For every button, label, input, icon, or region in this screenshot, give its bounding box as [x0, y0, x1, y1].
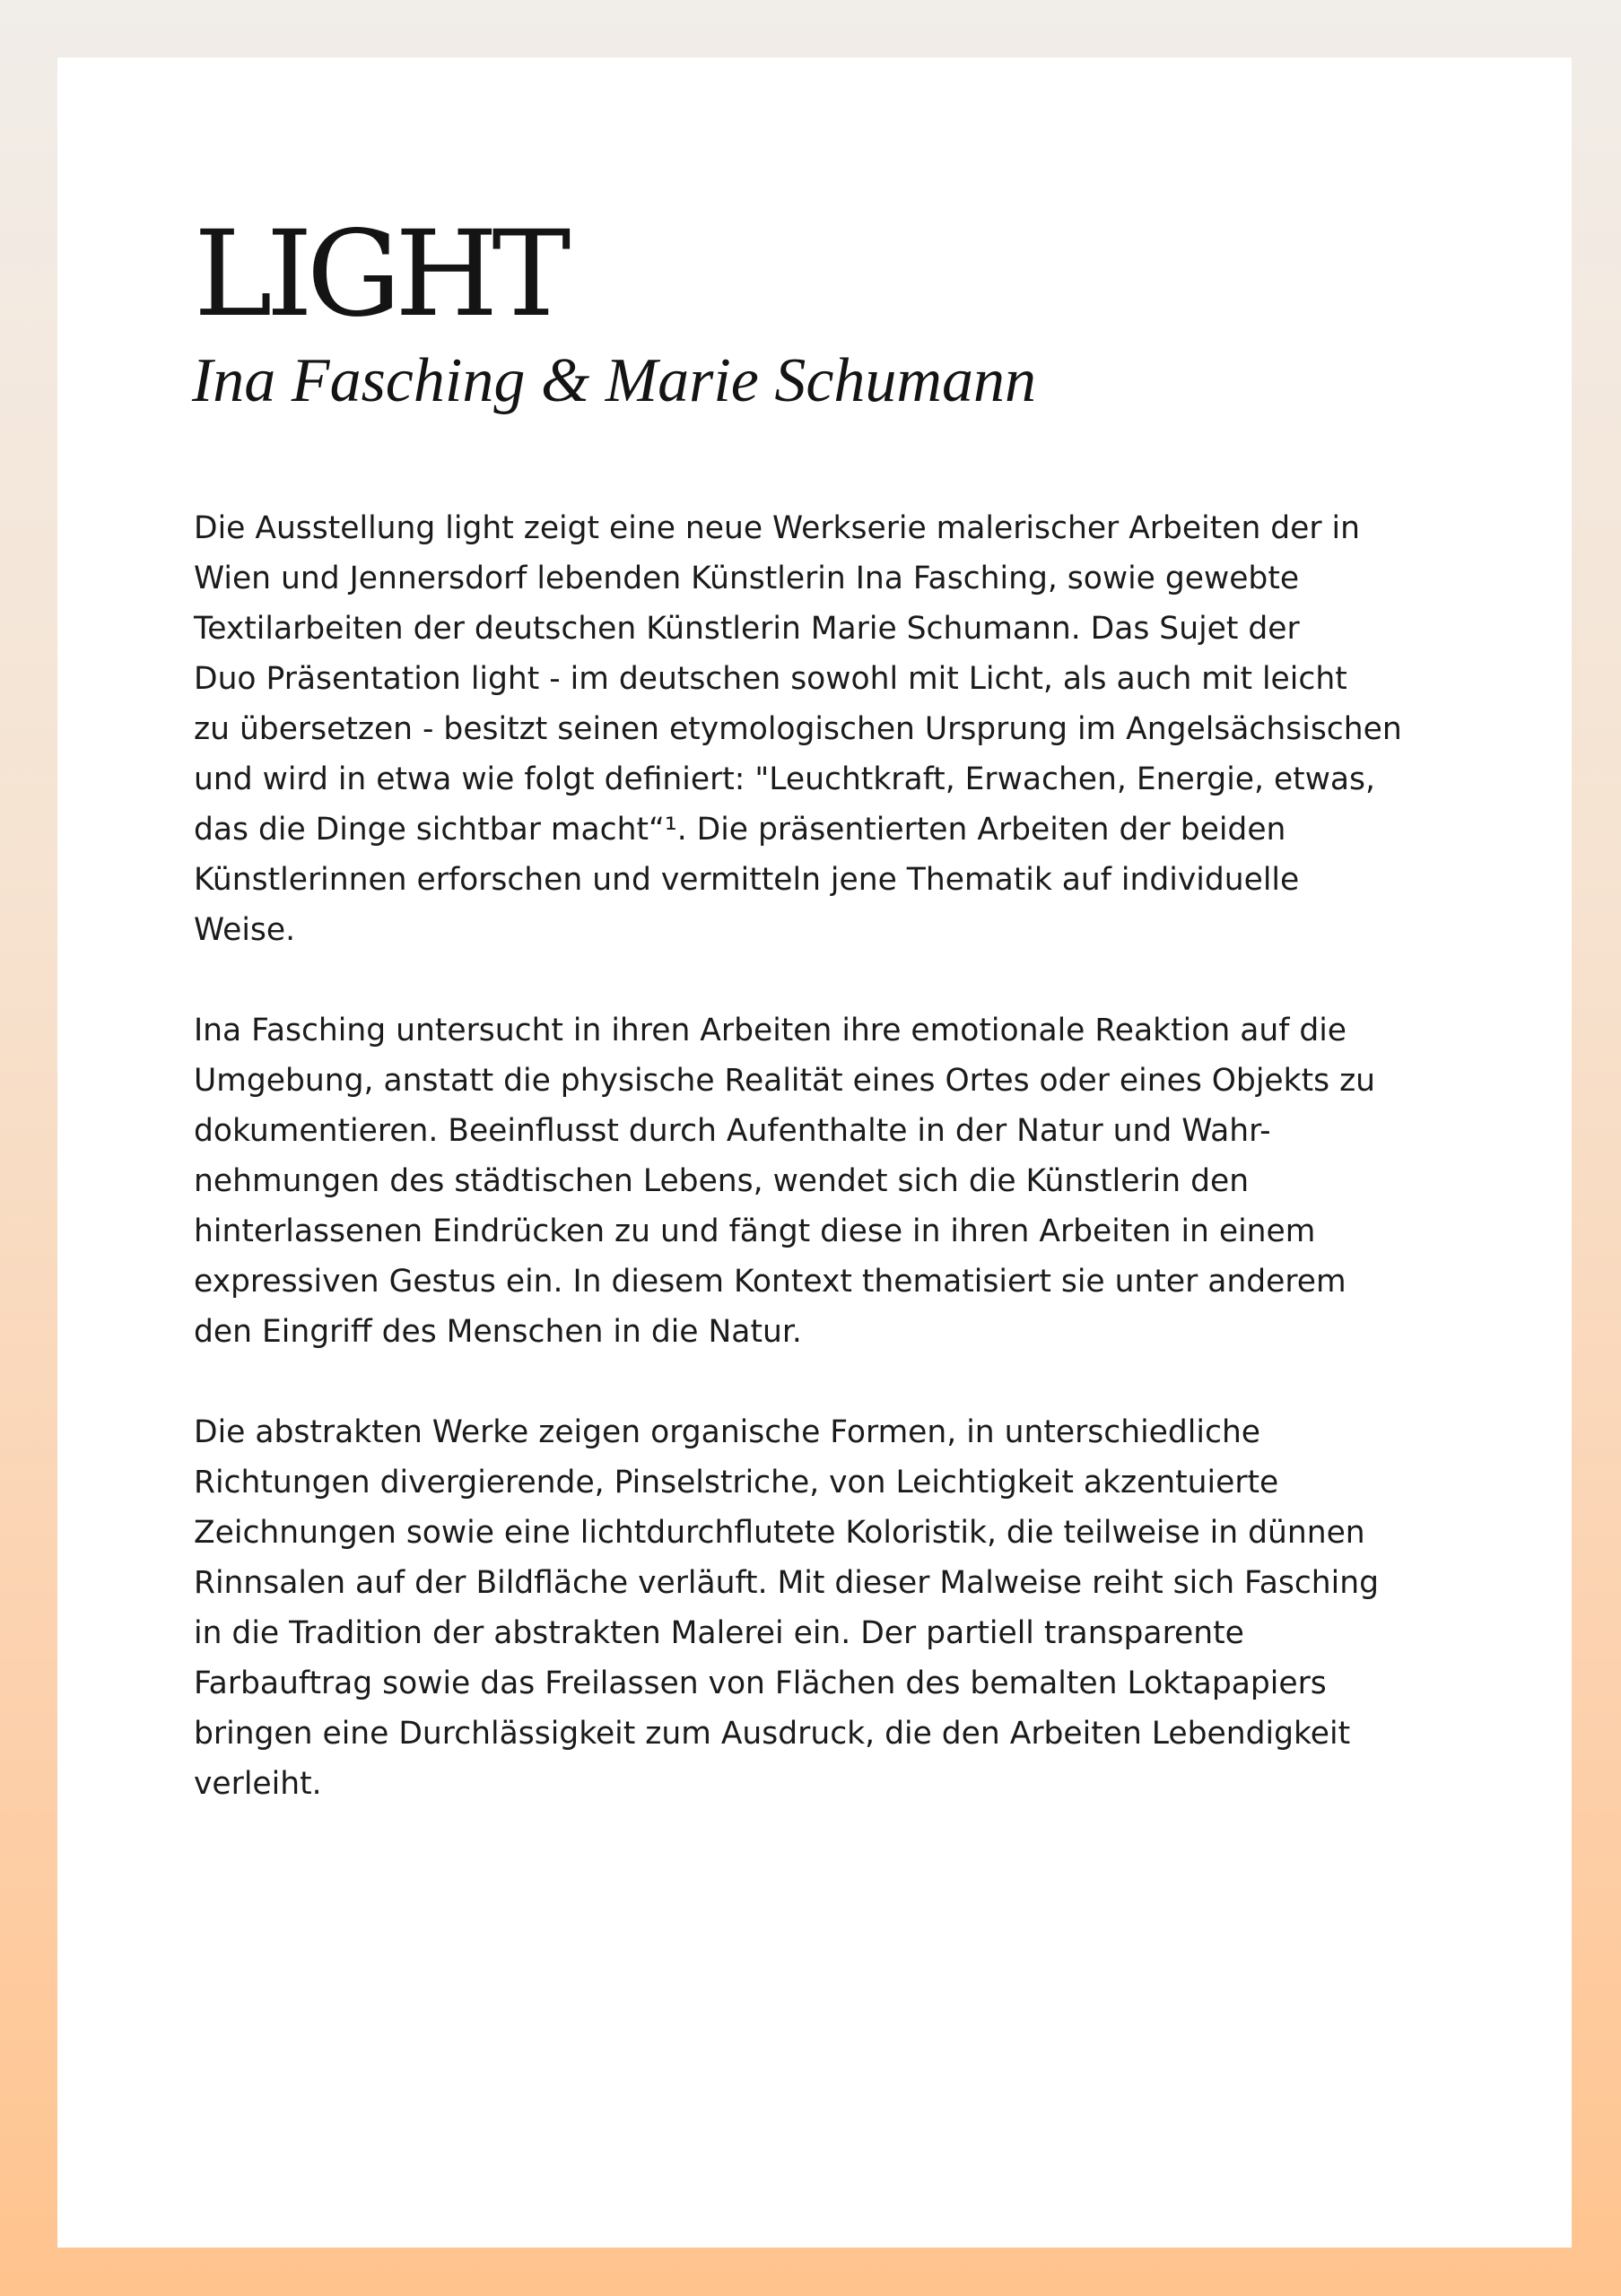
document-page [57, 57, 1572, 2248]
paragraph-line: Künstlerinnen erforschen und vermitteln jene Thematik auf individuelle [194, 862, 1300, 898]
paragraph-line: zu übersetzen - besitzt seinen etymologischen Ursprung im Angelsächsischen [194, 711, 1402, 747]
paragraph-line: Farbauftrag sowie das Freilassen von Flächen des bemalten Loktapapiers [194, 1665, 1327, 1701]
body-paragraph [194, 1005, 1468, 1357]
body-paragraph [194, 1407, 1468, 1809]
paragraph-line: Richtungen divergierende, Pinselstriche, von Leichtigkeit akzentuierte [194, 1465, 1279, 1500]
document-title: LIGHT [194, 205, 565, 344]
paragraph-line: bringen eine Durchlässigkeit zum Ausdruck, die den Arbeiten Lebendigkeit [194, 1716, 1351, 1752]
paragraph-line: nehmungen des städtischen Lebens, wendet sich die Künstlerin den [194, 1163, 1250, 1199]
paragraph-line: Weise. [194, 912, 296, 948]
paragraph-line: dokumentieren. Beeinflusst durch Aufenthalte in der Natur und Wahr- [194, 1113, 1271, 1149]
paragraph-line: Umgebung, anstatt die physische Realität eines Ortes oder eines Objekts zu [194, 1063, 1376, 1099]
paragraph-line: Wien und Jennersdorf lebenden Künstlerin Ina Fasching, sowie gewebte [194, 561, 1300, 596]
paragraph-line: verleiht. [194, 1766, 322, 1802]
paragraph-line: Rinnsalen auf der Bildfläche verläuft. Mit dieser Malweise reiht sich Fasching [194, 1565, 1380, 1601]
paragraph-line: Die abstrakten Werke zeigen organische Formen, in unterschiedliche [194, 1414, 1261, 1450]
document-subtitle: Ina Fasching & Marie Schumann [192, 346, 1036, 415]
paragraph-line: expressiven Gestus ein. In diesem Kontext thematisiert sie unter anderem [194, 1264, 1346, 1300]
paragraph-line: Textilarbeiten der deutschen Künstlerin Marie Schumann. Das Sujet der [194, 611, 1300, 647]
paragraph-line: Zeichnungen sowie eine lichtdurchflutete Koloristik, die teilweise in dünnen [194, 1515, 1365, 1551]
paragraph-line: Duo Präsentation light - im deutschen sowohl mit Licht, als auch mit leicht [194, 661, 1347, 697]
paragraph-line: und wird in etwa wie folgt definiert: "Leuchtkraft, Erwachen, Energie, etwas, [194, 761, 1375, 797]
paragraph-line: das die Dinge sichtbar macht“¹. Die präsentierten Arbeiten der beiden [194, 812, 1286, 848]
paragraph-line: in die Tradition der abstrakten Malerei ein. Der partiell transparente [194, 1615, 1244, 1651]
paragraph-line: Die Ausstellung light zeigt eine neue Werkserie malerischer Arbeiten der in [194, 510, 1360, 546]
paragraph-line: hinterlassenen Eindrücken zu und fängt diese in ihren Arbeiten in einem [194, 1213, 1316, 1249]
paragraph-line: den Eingriff des Menschen in die Natur. [194, 1314, 802, 1350]
paragraph-line: Ina Fasching untersucht in ihren Arbeiten ihre emotionale Reaktion auf die [194, 1013, 1347, 1048]
document-body [194, 503, 1468, 1859]
body-paragraph [194, 503, 1468, 955]
